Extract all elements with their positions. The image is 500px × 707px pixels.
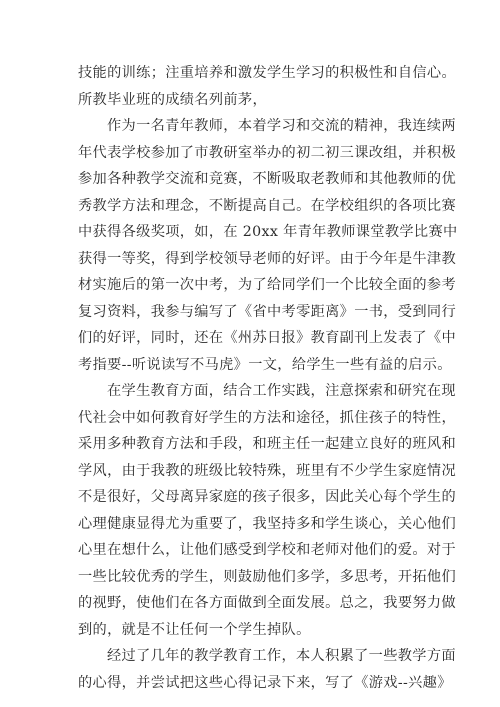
text-line: 技能的训练；注重培养和激发学生学习的积极性和自信心。 xyxy=(78,65,456,81)
paragraph-first-line: 在学生教育方面，结合工作实践，注意探索和研究在现 xyxy=(107,383,456,399)
text-line: 采用多种教育方法和手段，和班主任一起建立良好的班风和 xyxy=(78,436,456,452)
text-line: 参加各种教学交流和竞赛，不断吸取老教师和其他教师的优 xyxy=(78,171,456,187)
text-line: 到的，就是不让任何一个学生掉队。 xyxy=(78,621,311,638)
text-line: 考指要--听说读写不马虎》一文，给学生一些有益的启示。 xyxy=(78,356,452,373)
text-line: 心理健康显得尤为重要了，我坚持多和学生谈心，关心他们 xyxy=(78,515,456,532)
text-line: 心里在想什么，让他们感受到学校和老师对他们的爱。对于 xyxy=(78,542,456,558)
text-line: 代社会中如何教育好学生的方法和途径，抓住孩子的特性， xyxy=(78,409,456,426)
paragraph-first-line: 经过了几年的教学教育工作，本人积累了一些教学方面 xyxy=(107,648,456,664)
text-line: 复习资料，我参与编写了《省中考零距离》一书，受到同行 xyxy=(78,303,456,320)
text-line: 的心得，并尝试把这些心得记录下来，写了《游戏--兴趣》 xyxy=(78,674,452,691)
text-line: 学风，由于我教的班级比较特殊，班里有不少学生家庭情况 xyxy=(78,462,456,479)
paragraph-first-line: 作为一名青年教师，本着学习和交流的精神，我连续两 xyxy=(107,118,456,134)
text-line: 们的好评，同时，还在《州苏日报》教育副刊上发表了《中 xyxy=(78,330,456,346)
text-line: 年代表学校参加了市教研室举办的初二初三课改组，并积极 xyxy=(78,144,456,161)
text-line: 获得一等奖，得到学校领导老师的好评。由于今年是牛津教 xyxy=(78,250,456,267)
text-line: 所教毕业班的成绩名列前茅， xyxy=(78,91,267,108)
text-line: 材实施后的第一次中考，为了给同学们一个比较全面的参考 xyxy=(78,277,456,293)
document-body xyxy=(78,60,458,696)
text-line: 一些比较优秀的学生，则鼓励他们多学，多思考，开拓他们 xyxy=(78,568,456,585)
text-line: 不是很好，父母离异家庭的孩子很多，因此关心每个学生的 xyxy=(78,489,456,505)
text-line: 的视野，使他们在各方面做到全面发展。总之，我要努力做 xyxy=(78,595,456,611)
text-line: 秀教学方法和理念，不断提高自己。在学校组织的各项比赛 xyxy=(78,197,456,214)
text-line: 中获得各级奖项，如，在 20xx 年青年教师课堂教学比赛中 xyxy=(78,224,458,240)
